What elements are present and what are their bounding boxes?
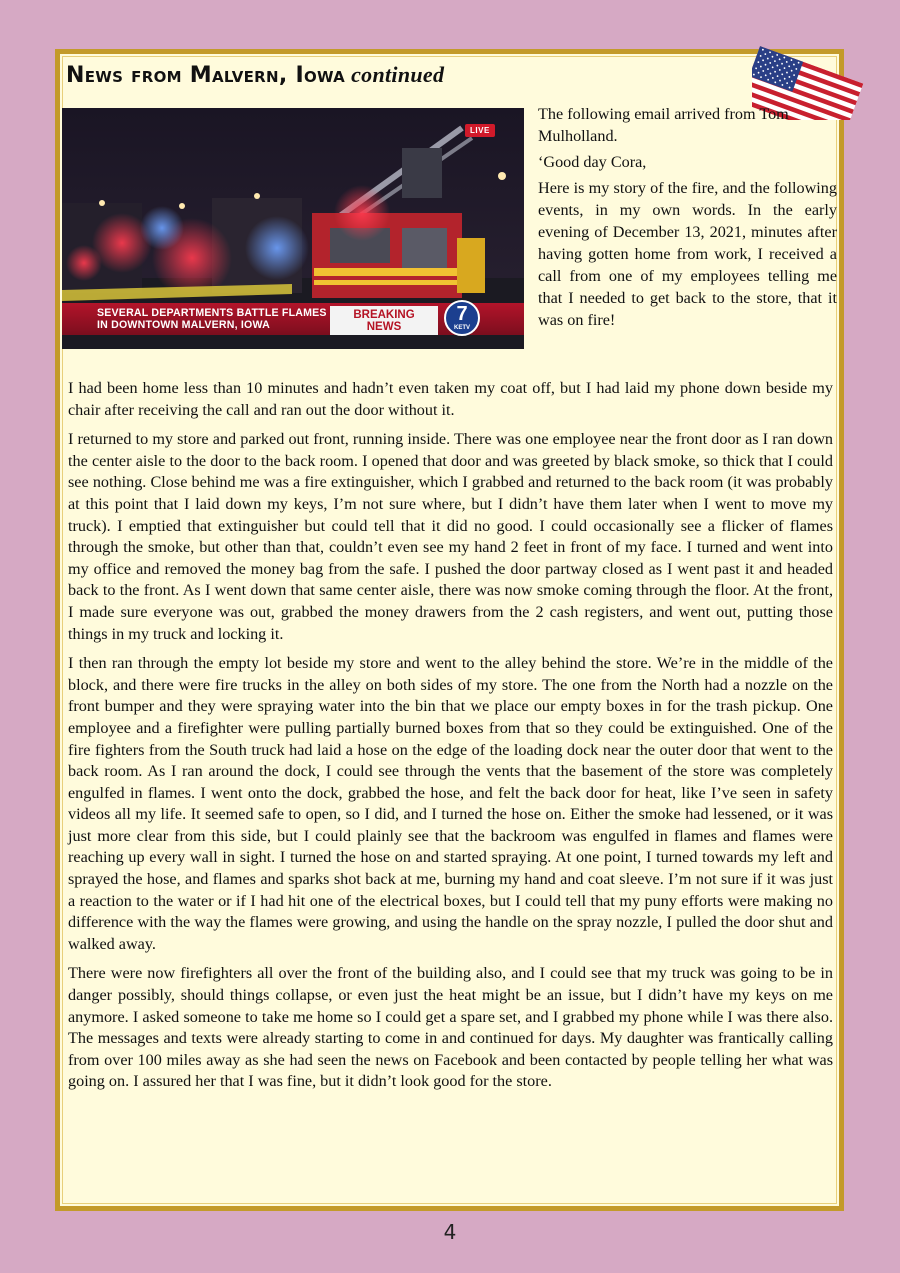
ketv-logo	[444, 300, 480, 336]
page-title	[66, 62, 444, 88]
intro-line: The following email arrived from Tom Mulholland.	[538, 105, 789, 145]
chyron-line-1: SEVERAL DEPARTMENTS BATTLE FLAMES	[97, 307, 327, 319]
page-number: 4	[443, 1220, 457, 1244]
intro-column	[538, 103, 837, 335]
breaking-line-2: NEWS	[366, 321, 402, 333]
paragraph-4: There were now firefighters all over the front of the building also, and I could see that my truck was going to be in danger possibly, should things collapse, or even just the heat might be an issue, but I didn’t have my keys on me anymore. I asked someone to take me home so I could get a spare set, and I grabbed my phone while I was there also. The messages and texts were already starting to come in and continued for days. My daughter was frantically calling from over 100 miles away as she had seen the news on Facebook and been contacted by people telling her what was going on. I assured her that I was fine, but it didn’t look good for the store.	[68, 964, 833, 1091]
greeting-line: ‘Good day Cora,	[538, 153, 647, 171]
breaking-news-badge	[330, 306, 438, 335]
news-chyron-text	[97, 307, 337, 331]
opening-paragraph: Here is my story of the fire, and the following events, in my own words. In the early evening of December 13, 2021, minutes after having gotten home from work, I received a call from one of my employees telling me that I needed to get back to the store, that it was on fire!	[538, 179, 837, 329]
headline-continued: continued	[351, 62, 445, 87]
paragraph-1: I had been home less than 10 minutes and hadn’t even taken my coat off, but I had laid my phone down beside my chair after receiving the call and ran out the door without it.	[68, 379, 833, 419]
breaking-line-1: BREAKING	[353, 309, 415, 321]
headline-text: News from Malvern, Iowa	[66, 63, 346, 88]
chyron-line-2: IN DOWNTOWN MALVERN, IOWA	[97, 319, 270, 331]
live-badge: LIVE	[465, 124, 495, 137]
paragraph-2: I returned to my store and parked out front, running inside. There was one employee near the front door as I ran down the center aisle to the door to the back room. I opened that door and was greeted by black smoke, so thick that I could see nothing. Close behind me was a fire extinguisher, which I grabbed and returned to the back room (it was probably at this point that I laid down my keys, I’m not sure where, but I didn’t have them later when I went to move my truck). I emptied that extinguisher but could tell that it did no good. I could occasionally see a flicker of flames through the smoke, but other than that, couldn’t even see my hand 2 feet in front of my face. I turned and went into my office and removed the money bag from the safe. I pushed the door partway closed as I went past it and headed back to the front. As I went down that same center aisle, there was now smoke coming through the floor. At the front, I made sure everyone was out, grabbed the money drawers from the 2 cash registers, and went out, putting those things in my truck and locking it.	[68, 430, 833, 643]
station-call-letters: KETV	[453, 325, 470, 331]
station-number: 7	[456, 303, 468, 325]
paragraph-3: I then ran through the empty lot beside my store and went to the alley behind the store. We’re in the middle of the block, and there were fire trucks in the alley on both sides of my store. The one from the North had a nozzle on the front bumper and they were spraying water into the bin that we place our empty boxes in for the trash pickup. One employee and a firefighter were pulling partially burned boxes from that so they could be extinguished. One of the fire fighters from the South truck had laid a hose on the edge of the loading dock near the outer door that went to the back room. As I ran around the dock, I could see through the vents that the basement of the store was completely engulfed in flames. I went onto the dock, grabbed the hose, and felt the back door for heat, like I’ve seen in safety videos all my life. It seemed safe to open, so I did, and I turned the hose on. Either the smoke had lessened, or it was just more clear from this side, but I could plainly see that the backroom was engulfed in flames and flames were reaching up every wall in sight. I turned the hose on and started spraying. At one point, I turned towards my left and sprayed the hose, and flames and sparks shot back at me, burning my hand and coat sleeve. I’m not sure if it was just a reaction to the water or if I had hit one of the electrical boxes, but I could tell that my puny efforts were making no difference with the way the flames were growing, and using the handle on the spray nozzle, I pulled the door shut and walked away.	[68, 654, 833, 953]
article-body	[68, 378, 833, 1101]
